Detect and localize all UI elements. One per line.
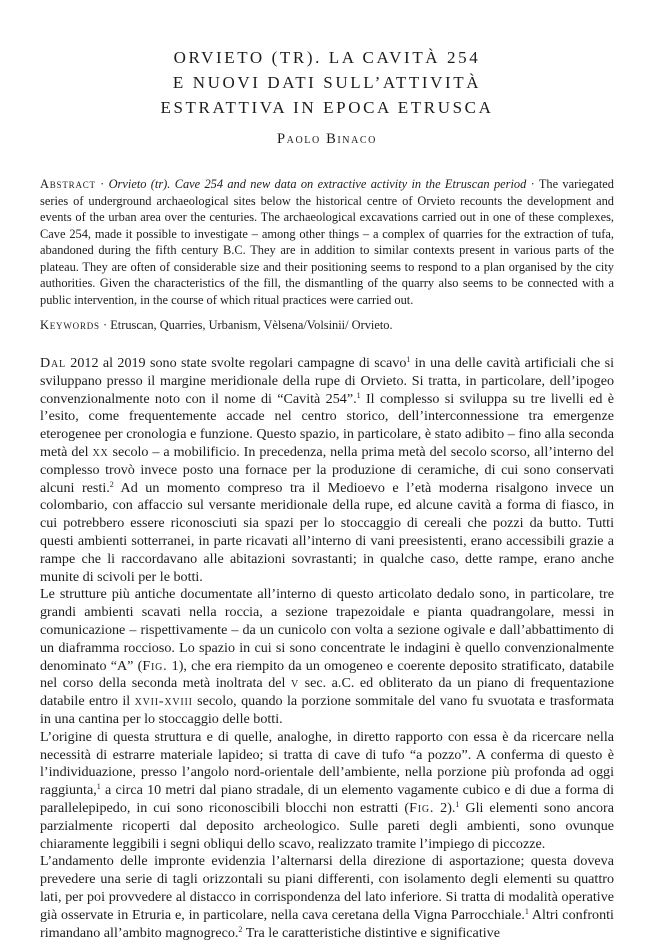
footnote-ref: 2	[109, 479, 114, 489]
paragraph-text: Gli elementi sono ancora parzialmente ricoperti dal deposito archeologico. Sulle pareti degli ambienti, sono ovunque chiaramente leggibili i segni obliqui dello scavo, realizzato tramite l’impiego di piccozze.	[40, 799, 614, 852]
keywords-separator: ·	[99, 318, 111, 332]
abstract-subtitle: Orvieto (tr). Cave 254 and new data on extractive activity in the Etruscan period	[108, 177, 527, 191]
title-line-3: ESTRATTIVA IN EPOCA ETRUSCA	[160, 98, 494, 117]
abstract	[40, 176, 614, 308]
footnote-ref: 1	[455, 799, 460, 809]
paragraph-text: sec. a.C. ed obliterato da un piano di frequentazione databile entro il	[40, 675, 614, 710]
abstract-text: · The variegated series of underground archaeological sites below the historical centre of Orvieto recounts the development and events of the urban area over the centuries. The archaeological excavations carried out in one of these complexes, Cave 254, made it possible to investigate – among other things – a complex of quarries for the extraction of tufa, abandoned during the fifth century B.C. They are in addition to similar contexts present in various parts of the plateau. They are often of considerable size and their positioning seems to respond to a plan organised by the city authorities. Given the characteristics of the fill, the dismantling of the quarry also seems to be connected with a public intervention, in the course of which ritual practices were carried out.	[40, 177, 614, 307]
keywords-label: Keywords	[40, 318, 100, 332]
drop-word: Dal	[40, 355, 66, 371]
paragraph-text: 1), che era riempito da un omogeneo e coerente deposito stratificato, databile nel corso della seconda metà inoltrata del	[40, 657, 615, 692]
article-page	[40, 0, 614, 942]
paragraph-text: secolo – a mobilificio. In precedenza, nella prima metà del secolo scorso, all’interno del complesso trovò invece posto una fornace per la produzione di ceramiche, di cui sono conservati alcuni resti.	[40, 443, 614, 496]
century-numeral: v	[291, 675, 300, 692]
paragraph-text: a circa 10 metri dal piano stradale, di un elemento vagamente cubico e di due a forma di parallelepipedo, in cui sono riconoscibili blocchi non estratti (	[40, 782, 614, 816]
figure-ref-2: Fig.	[409, 799, 435, 816]
footnote-ref: 2	[238, 924, 243, 934]
article-title	[40, 45, 614, 120]
paragraph-text: L’origine di questa struttura e di quelle, analoghe, in diretto rapporto con essa è da ricercare nella necessità di estrarre materiale lapideo; si tratta di cave di tufo “a pozzo”. A conferma di questo è l’individuazione, presso l’angolo nord-orientale dell’ambiente, nella porzione più profonda ad oggi raggiunta,	[40, 728, 614, 799]
abstract-separator: ·	[95, 177, 109, 191]
paragraph-text: 2012 al 2019 sono state svolte regolari campagne di scavo	[65, 355, 407, 371]
paragraph-text: Ad un momento compreso tra il Medioevo e l’età moderna risalgono invece un colombario, con affaccio sul versante meridionale della rupe, ed alcune cavità a forma di fiasco, in cui potrebbero essere riconosciuti sia spazi per lo stoccaggio di cereali che pozzi da butto. Tutti questi ambienti sotterranei, in parte ricavati all’interno di vani preesistenti, erano accessibili grazie a rampe che li raccordavano alle abitazioni sovrastanti; in qualche caso, dette rampe, erano anche munite di scivoli per le botti.	[40, 479, 615, 585]
paragraph-text: 2).	[434, 799, 456, 816]
century-numeral: xx	[92, 443, 109, 460]
footnote-ref: 1	[406, 355, 411, 364]
century-range: xvii-xviii	[134, 693, 193, 710]
article-body	[40, 355, 614, 942]
paragraph-1	[40, 355, 614, 586]
paragraph-text: Il complesso si sviluppa su tre livelli ed è l’esito, come frequentemente accade nel centro storico, dell’interconnessione tra emergenze eterogenee per cronologia e funzione. Questo spazio, in particolare, è stato adibito – fino alla seconda metà del	[40, 390, 614, 460]
paragraph-text: Le strutture più antiche documentate all’interno di questo articolato dedalo sono, in particolare, tre grandi ambienti scavati nella roccia, a sezione trapezoidale e pianta quadrangolare, messi in comunicazione – rispettivamente – da un cunicolo con volta a sezione ogivale e dall’abbattimento di un diaframma roccioso. Lo spazio in cui si sono concentrate le indagini è quello convenzionalmente denominato “A” (	[40, 586, 614, 674]
paragraph-text: Tra le caratteristiche distintive e significative	[242, 924, 500, 941]
author-name: Paolo Binaco	[277, 131, 377, 147]
footnote-ref: 1	[96, 782, 101, 792]
title-line-1: ORVIETO (TR). LA CAVITÀ 254	[173, 48, 481, 67]
title-line-2: E NUOVI DATI SULL’ATTIVITÀ	[172, 73, 482, 92]
paragraph-text: secolo, quando la porzione sommitale del vano fu svuotata e trasformata in una cantina per lo stoccaggio delle botti.	[40, 693, 614, 727]
paragraph-text: Altri confronti rimandano all’ambito magnogreco.	[40, 906, 614, 941]
keywords	[40, 317, 614, 333]
paragraph-2	[40, 586, 614, 728]
figure-ref-1: Fig.	[142, 657, 168, 674]
paragraph-4	[40, 853, 614, 942]
keywords-text: Etruscan, Quarries, Urbanism, Vèlsena/Volsinii/ Orvieto.	[110, 318, 393, 332]
paragraph-3	[40, 729, 614, 854]
abstract-label: Abstract	[40, 177, 96, 191]
paragraph-text: in una delle cavità artificiali che si sviluppano presso il margine meridionale della rupe di Orvieto. Si tratta, in particolare, dell’ipogeo convenzionalmente noto con il nome di “Cavità 254”.	[40, 355, 614, 407]
footnote-ref: 1	[356, 390, 361, 400]
paragraph-text: L’andamento delle impronte evidenzia l’alternarsi della direzione di asportazione; questa doveva prevedere una serie di tagli orizzontali su piani differenti, con isolamento degli elementi su quattro lati, per poi provvedere al distacco in corrispondenza del lato inferiore. Si tratta di modalità operative già osservate in Etruria e, in particolare, nella cava ceretana della Vigna Parrocchiale.	[40, 853, 614, 923]
footnote-ref: 1	[524, 906, 529, 916]
